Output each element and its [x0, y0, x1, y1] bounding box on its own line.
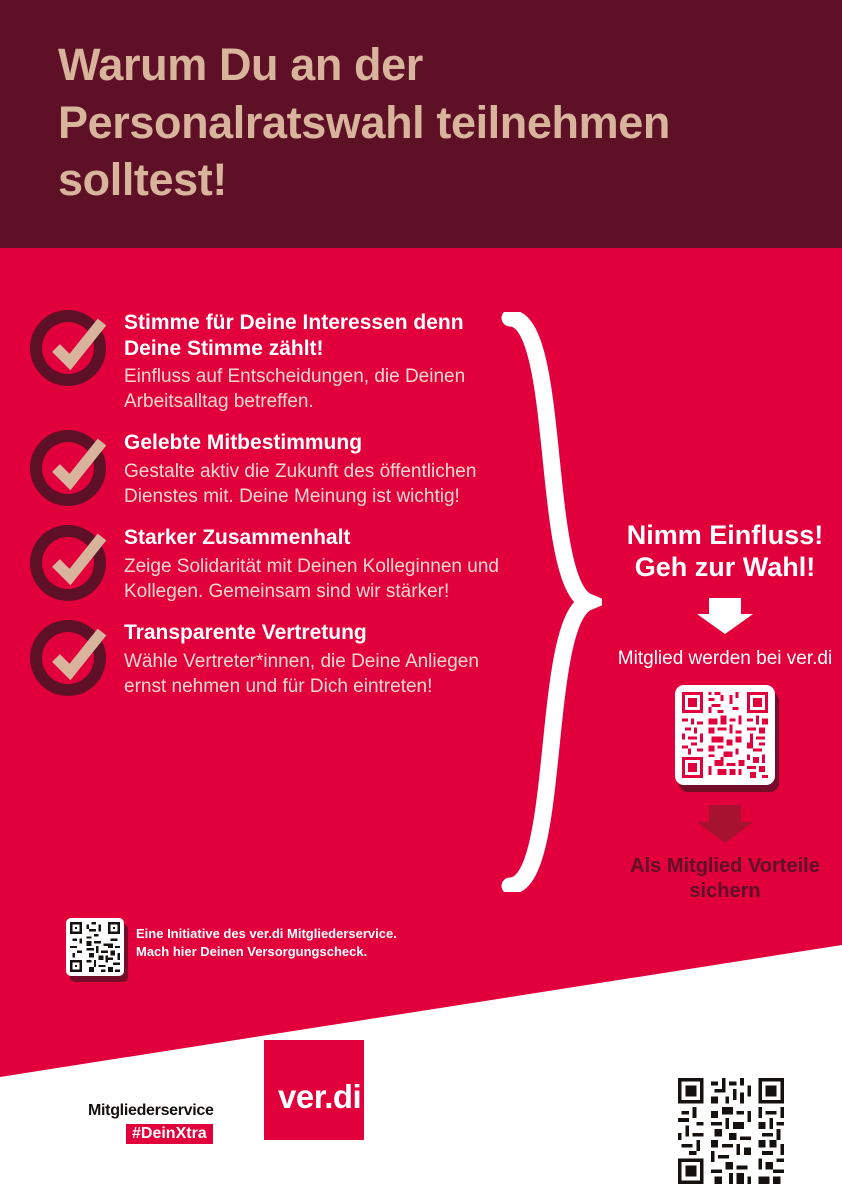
qr-code-mitglied-werden[interactable]	[675, 685, 775, 785]
check-icon	[46, 533, 108, 595]
arrow-down-icon	[697, 598, 753, 634]
checkmark-badge	[30, 430, 106, 506]
qr-code-vorteile[interactable]	[678, 1078, 784, 1184]
cta-footline: Als Mitglied Vorteile sichern	[630, 855, 820, 903]
checkmark-badge	[30, 525, 106, 601]
list-item	[30, 525, 500, 604]
initiative-line-2: Mach hier Deinen Versorgungscheck.	[136, 944, 368, 960]
deinxtra-suffix: Xtra	[175, 1125, 207, 1142]
header-band	[0, 0, 842, 248]
list-item	[30, 310, 500, 414]
list-item-title: Stimme für Deine Interessen denn Deine Stimme zählt!	[124, 311, 464, 360]
list-item-text: Gestalte aktiv die Zukunft des öffentlichen Dienstes mit. Deine Meinung ist wichtig!	[124, 460, 477, 508]
list-item-text: Zeige Solidarität mit Deinen Kolleginnen und Kollegen. Gemeinsam sind wir stärker!	[124, 555, 499, 602]
cta-headline: Nimm Einfluss! Geh zur Wahl!	[626, 520, 824, 582]
footer-logo-area	[88, 1040, 378, 1160]
mitgliederservice-label: Mitgliederservice	[88, 1102, 214, 1119]
list-item-title: Gelebte Mitbestimmung	[124, 431, 363, 455]
list-item	[30, 430, 500, 509]
list-item-text: Einfluss auf Entscheidungen, die Deinen Arbeitsalltag betreffen.	[124, 366, 466, 413]
qr-code-versorgungscheck[interactable]	[66, 918, 124, 976]
page-title: Warum Du an der Personalratswahl teilnehmen solltest!	[58, 39, 670, 206]
curly-brace-decoration	[492, 312, 602, 892]
initiative-note	[66, 918, 466, 976]
list-item	[30, 620, 500, 699]
check-icon	[46, 318, 108, 380]
arrow-down-icon-secondary	[697, 805, 753, 843]
list-item-text: Wähle Vertreter*innen, die Deine Anliegen ernst nehmen und für Dich eintreten!	[124, 650, 479, 697]
check-icon	[46, 438, 108, 500]
deinxtra-prefix: #Dein	[132, 1125, 176, 1142]
check-icon	[46, 628, 108, 690]
cta-subline: Mitglied werden bei ver.di	[617, 647, 833, 669]
verdi-logo-wordmark: ver.di	[278, 1078, 362, 1115]
checkmark-badge	[30, 310, 106, 386]
reasons-list	[30, 310, 500, 715]
initiative-text-block	[136, 918, 397, 961]
deinxtra-badge	[126, 1124, 213, 1144]
checkmark-badge	[30, 620, 106, 696]
list-item-title: Transparente Vertretung	[124, 620, 367, 644]
initiative-line-1: Eine Initiative des ver.di Mitgliederservice.	[136, 926, 397, 941]
list-item-title: Starker Zusammenhalt	[124, 526, 351, 550]
cta-column	[612, 520, 838, 904]
